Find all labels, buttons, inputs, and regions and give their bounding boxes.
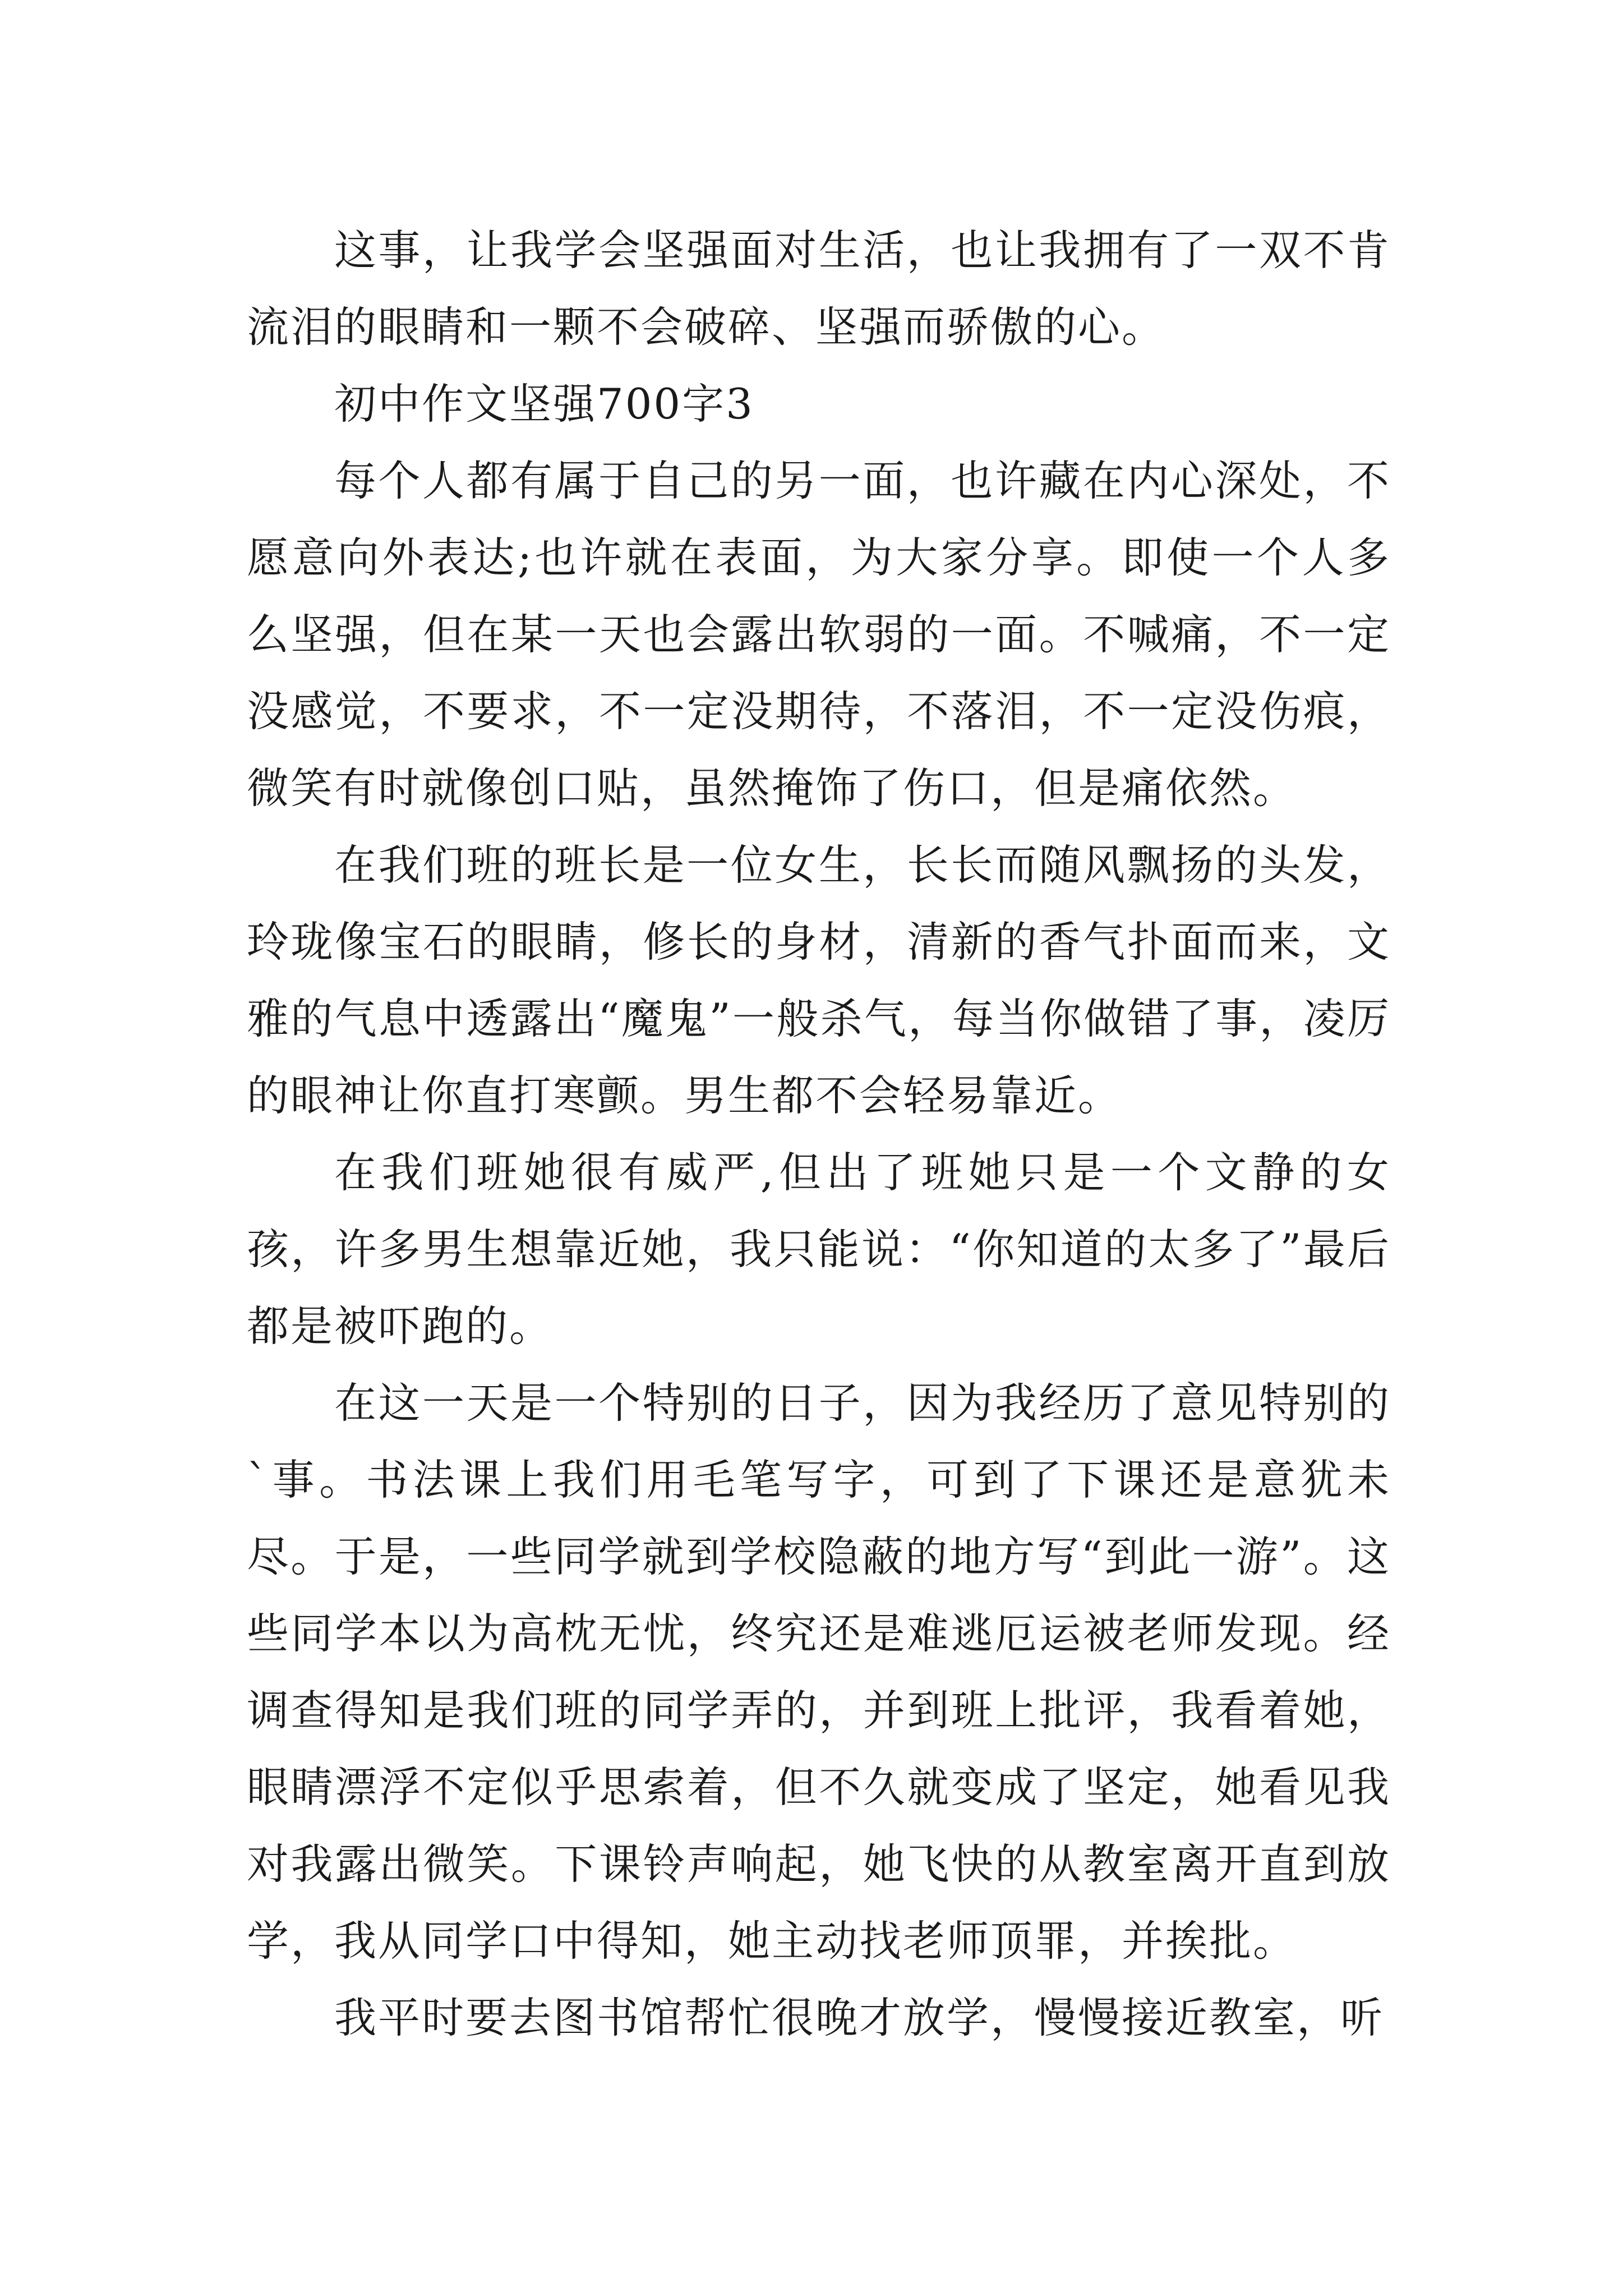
section-heading: 初中作文坚强700字3 xyxy=(334,379,754,429)
paragraph-4: 在我们班她很有威严,但出了班她只是一个文静的女孩，许多男生想靠近她，我只能说：“你知道的太多了”最后都是被吓跑的。 xyxy=(247,1148,1391,1351)
paragraph-1: 这事，让我学会坚强面对生活，也让我拥有了一双不肯流泪的眼睛和一颗不会破碎、坚强而骄傲的心。 xyxy=(247,226,1391,352)
paragraph-5: 在这一天是一个特别的日子，因为我经历了意见特别的`事。书法课上我们用毛笔写字，可到了下课还是意犹未尽。于是，一些同学就到学校隐蔽的地方写“到此一游”。这些同学本以为高枕无忧，终究还是难逃厄运被老师发现。经调查得知是我们班的同学弄的，并到班上批评，我看着她，眼睛漂浮不定似乎思索着，但不久就变成了坚定，她看见我对我露出微笑。下课铃声响起，她飞快的从教室离开直到放学，我从同学口中得知，她主动找老师顶罪，并挨批。 xyxy=(247,1378,1391,1966)
paragraph-6: 我平时要去图书馆帮忙很晚才放学，慢慢接近教室，听 xyxy=(334,1993,1385,2042)
paragraph-2: 每个人都有属于自己的另一面，也许藏在内心深处，不愿意向外表达;也许就在表面，为大家分享。即使一个人多么坚强，但在某一天也会露出软弱的一面。不喊痛，不一定没感觉，不要求，不一定没期待，不落泪，不一定没伤痕，微笑有时就像创口贴，虽然掩饰了伤口，但是痛依然。 xyxy=(247,456,1391,813)
paragraph-3: 在我们班的班长是一位女生，长长而随风飘扬的头发，玲珑像宝石的眼睛，修长的身材，清新的香气扑面而来，文雅的气息中透露出“魔鬼”一般杀气，每当你做错了事，凌厉的眼神让你直打寒颤。男生都不会轻易靠近。 xyxy=(247,840,1391,1120)
document-body xyxy=(247,212,1391,2056)
